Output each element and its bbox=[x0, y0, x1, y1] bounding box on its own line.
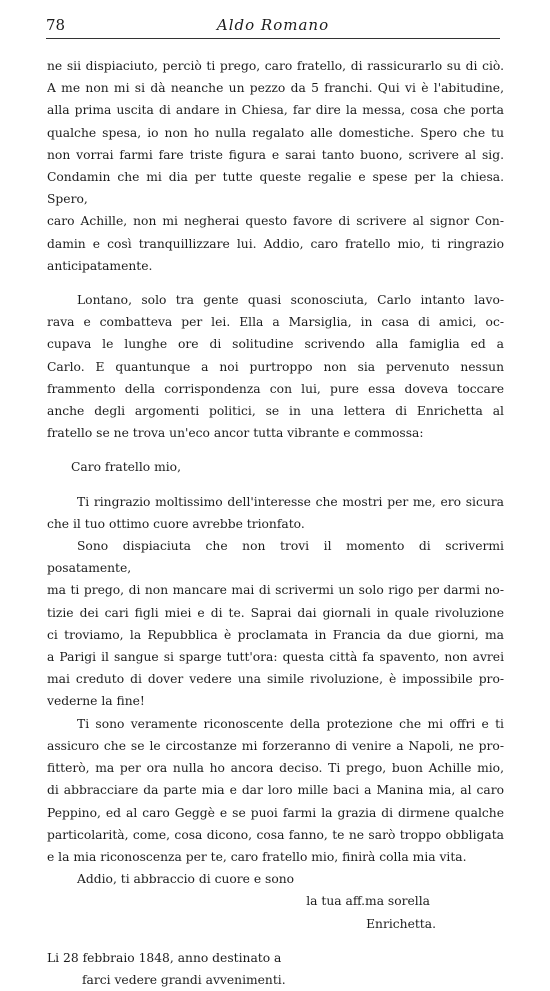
letter-salutation: Caro fratello mio, bbox=[71, 460, 181, 475]
paragraph-narrative bbox=[47, 289, 504, 444]
letter-paragraph-1 bbox=[47, 491, 504, 535]
text-line: caro Achille, non mi negherai questo favore di scrivere al signor Con- bbox=[47, 214, 504, 229]
text-line: assicuro che se le circostanze mi forzeranno di venire a Napoli, ne pro- bbox=[47, 738, 504, 753]
text-line: ma ti prego, di non mancare mai di scrivermi un solo rigo per darmi no- bbox=[47, 583, 504, 598]
letter-paragraph-2 bbox=[47, 535, 504, 713]
text-line: alla prima uscita di andare in Chiesa, far dire la messa, cosa che porta bbox=[47, 103, 504, 118]
text-line: che il tuo ottimo cuore avrebbe trionfato. bbox=[47, 516, 305, 531]
signature-line-1: la tua aff.ma sorella bbox=[306, 894, 430, 909]
text-line: qualche spesa, io non ho nulla regalato alle domestiche. Spero che tu bbox=[47, 125, 504, 140]
page-body bbox=[47, 55, 504, 991]
text-line: mai creduto di dover vedere una simile rivoluzione, è impossibile pro- bbox=[47, 672, 504, 687]
text-line: di abbracciare da parte mia e dar loro mille baci a Manina mia, al caro bbox=[47, 783, 504, 798]
letter-closing: Addio, ti abbraccio di cuore e sono bbox=[77, 872, 295, 887]
text-line: anticipatamente. bbox=[47, 258, 153, 273]
page-header bbox=[46, 16, 500, 39]
text-line: frammento della corrispondenza con lui, pure essa doveva toccare bbox=[47, 381, 504, 396]
text-line: anche degli argomenti politici, se in una lettera di Enrichetta al bbox=[47, 404, 504, 419]
text-line: a Parigi il sangue si sparge tutt'ora: questa città fa spavento, non avrei bbox=[47, 650, 504, 665]
text-line: Lontano, solo tra gente quasi sconosciuta, Carlo intanto lavo- bbox=[77, 293, 504, 308]
text-line: ci troviamo, la Repubblica è proclamata in Francia da due giorni, ma bbox=[47, 627, 504, 642]
dateline bbox=[47, 947, 504, 991]
text-line: Carlo. E quantunque a noi purtroppo non sia pervenuto nessun bbox=[47, 359, 504, 374]
signature-block bbox=[47, 890, 504, 934]
text-line: ne sii dispiaciuto, perciò ti prego, caro fratello, di rassicurarlo su di ciò. bbox=[47, 59, 504, 73]
letter-paragraph-3 bbox=[47, 713, 504, 868]
text-line: Ti sono veramente riconoscente della protezione che mi offri e ti bbox=[77, 716, 504, 731]
text-line: Ti ringrazio moltissimo dell'interesse che mostri per me, ero sicura bbox=[77, 494, 504, 509]
text-line: tizie dei cari figli miei e di te. Saprai dai giornali in quale rivoluzione bbox=[47, 605, 504, 620]
dateline-line-1: Li 28 febbraio 1848, anno destinato a bbox=[47, 950, 282, 965]
text-line: Condamin che mi dia per tutte queste regalie e spese per la chiesa. Spero, bbox=[47, 170, 504, 207]
text-line: vederne la fine! bbox=[47, 694, 145, 709]
text-line: fitterò, ma per ora nulla ho ancora deciso. Ti prego, buon Achille mio, bbox=[47, 761, 504, 776]
signature-name: Enrichetta. bbox=[366, 916, 436, 931]
text-line: A me non mi si dà neanche un pezzo da 5 franchi. Qui vi è l'abitudine, bbox=[47, 81, 504, 96]
paragraph-letter-continuation bbox=[47, 55, 504, 277]
text-line: Sono dispiaciuta che non trovi il momento di scrivermi posatamente, bbox=[47, 539, 504, 576]
running-title: Aldo Romano bbox=[216, 16, 330, 34]
text-line: fratello se ne trova un'eco ancor tutta vibrante e commossa: bbox=[47, 426, 424, 441]
text-line: damin e così tranquillizzare lui. Addio, caro fratello mio, ti ringrazio bbox=[47, 236, 504, 251]
text-line: particolarità, come, cosa dicono, cosa fanno, te ne sarò troppo obbligata bbox=[47, 827, 504, 842]
text-line: e la mia riconoscenza per te, caro fratello mio, finirà colla mia vita. bbox=[47, 849, 467, 864]
text-line: non vorrai farmi fare triste figura e sarai tanto buono, scrivere al sig. bbox=[47, 147, 504, 162]
text-line: cupava le lunghe ore di solitudine scrivendo alla famiglia ed a bbox=[47, 337, 504, 352]
page-number: 78 bbox=[46, 16, 66, 34]
text-line: rava e combatteva per lei. Ella a Marsiglia, in casa di amici, oc- bbox=[47, 315, 504, 330]
dateline-line-2: farci vedere grandi avvenimenti. bbox=[82, 972, 286, 987]
text-line: Peppino, ed al caro Geggè e se puoi farmi la grazia di dirmene qualche bbox=[47, 805, 504, 820]
